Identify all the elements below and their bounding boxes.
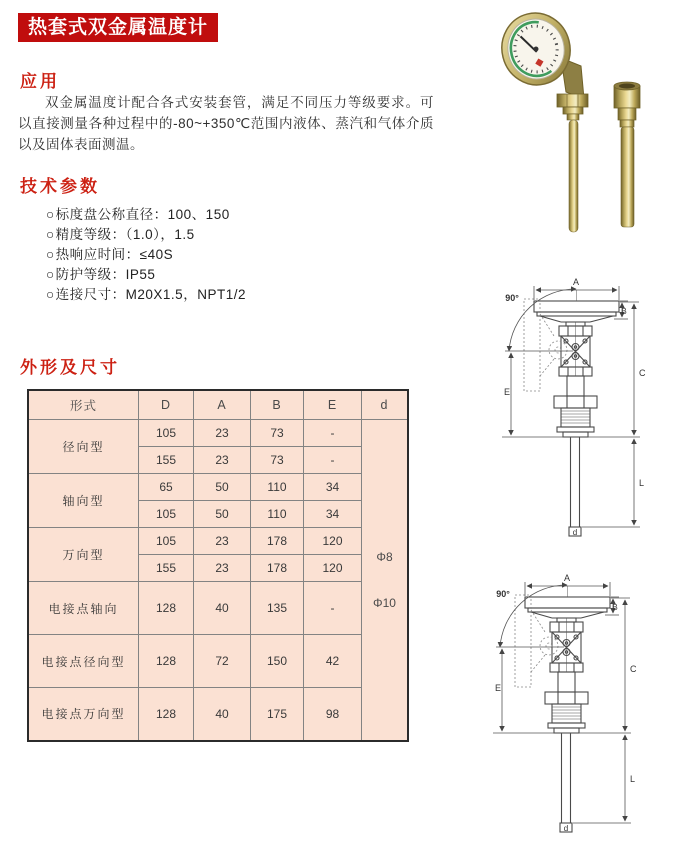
- table-cell: -: [304, 582, 362, 635]
- dim-label-C: C: [630, 664, 637, 674]
- row-label: 万向型: [28, 528, 139, 582]
- param-item: [46, 265, 246, 285]
- circle-bullet-icon: ○: [46, 267, 55, 282]
- drawing-1: [462, 264, 672, 549]
- circle-bullet-icon: ○: [46, 227, 55, 242]
- dim-label-B: B: [621, 307, 627, 316]
- dim-label-d: d: [563, 824, 569, 833]
- column-header: D: [139, 390, 194, 420]
- param-item: [46, 205, 246, 225]
- dim-label-A: A: [572, 277, 580, 287]
- stem-hex-nut: [557, 94, 588, 107]
- table-cell: 23: [194, 528, 251, 555]
- table-cell: -: [304, 420, 362, 447]
- table-cell: 178: [251, 555, 304, 582]
- param-item: [46, 285, 246, 305]
- param-item: [46, 225, 246, 245]
- table-row: [28, 688, 408, 741]
- row-label: 径向型: [28, 420, 139, 474]
- dim-label-C: C: [639, 368, 646, 378]
- row-label: 电接点万向型: [28, 688, 139, 741]
- thermometer-stem: [569, 120, 578, 232]
- thermowell: [614, 82, 640, 227]
- table-row: [28, 420, 408, 447]
- dim-label-E: E: [504, 387, 511, 397]
- param-item-text: 连接尺寸：M20X1.5，NPT1/2: [55, 287, 246, 302]
- column-header: B: [251, 390, 304, 420]
- table-cell: 34: [304, 501, 362, 528]
- table-cell: 128: [139, 635, 194, 688]
- table-cell: 42: [304, 635, 362, 688]
- param-item-text: 标度盘公称直径：100、150: [55, 207, 230, 222]
- table-cell: 110: [251, 474, 304, 501]
- table-cell: 120: [304, 555, 362, 582]
- table-header-row: [28, 390, 408, 420]
- table-cell: 40: [194, 582, 251, 635]
- application-text: 双金属温度计配合各式安装套管，满足不同压力等级要求。可以直接测量各种过程中的-80~+350℃范围内液体、蒸汽和气体介质以及固体表面测温。: [18, 95, 434, 152]
- table-cell: 73: [251, 420, 304, 447]
- table-cell: -: [304, 447, 362, 474]
- table-cell: 23: [194, 555, 251, 582]
- parameter-list: [46, 205, 246, 305]
- table-cell: 105: [139, 528, 194, 555]
- column-header: 形式: [28, 390, 139, 420]
- table-row: [28, 635, 408, 688]
- table-cell: 128: [139, 582, 194, 635]
- dim-label-B: B: [612, 603, 618, 612]
- table-cell: 23: [194, 420, 251, 447]
- table-cell: 175: [251, 688, 304, 741]
- page-title: 热套式双金属温度计: [18, 13, 218, 42]
- param-item-text: 热响应时间：≤40S: [55, 247, 174, 262]
- param-item: [46, 245, 246, 265]
- dim-label-d: d: [572, 528, 578, 537]
- section-heading-parameters: 技术参数: [20, 177, 100, 196]
- dim-label-E: E: [495, 683, 502, 693]
- row-label: 电接点径向型: [28, 635, 139, 688]
- table-cell: 178: [251, 528, 304, 555]
- column-header: A: [194, 390, 251, 420]
- row-label: 电接点轴向: [28, 582, 139, 635]
- table-cell: 50: [194, 474, 251, 501]
- column-header: E: [304, 390, 362, 420]
- table-cell: 34: [304, 474, 362, 501]
- section-heading-application: 应用: [20, 72, 60, 91]
- dim-label-L: L: [630, 774, 636, 784]
- drawing-2: [453, 560, 663, 845]
- table-cell: 50: [194, 501, 251, 528]
- table-cell: 40: [194, 688, 251, 741]
- table-cell: 65: [139, 474, 194, 501]
- table-cell: 105: [139, 501, 194, 528]
- table-row: [28, 528, 408, 555]
- table-cell: 98: [304, 688, 362, 741]
- circle-bullet-icon: ○: [46, 207, 55, 222]
- table-cell: 73: [251, 447, 304, 474]
- table-cell: 110: [251, 501, 304, 528]
- table-cell: 120: [304, 528, 362, 555]
- table-cell: 155: [139, 555, 194, 582]
- dimension-table: [27, 389, 409, 742]
- table-cell: 150: [251, 635, 304, 688]
- dim-label-L: L: [639, 478, 645, 488]
- d-value: Φ8: [376, 549, 393, 564]
- dial-edge: [525, 597, 610, 608]
- circle-bullet-icon: ○: [46, 287, 55, 302]
- table-cell: 155: [139, 447, 194, 474]
- process-hex: [545, 692, 588, 704]
- param-item-text: 防护等级：IP55: [55, 267, 156, 282]
- process-hex: [554, 396, 597, 408]
- angle-label: 90°: [496, 589, 510, 599]
- table-cell: 72: [194, 635, 251, 688]
- table-cell: 128: [139, 688, 194, 741]
- angle-label: 90°: [505, 293, 519, 303]
- param-item-text: 精度等级：（1.0），1.5: [55, 227, 195, 242]
- table-cell: 105: [139, 420, 194, 447]
- table-row: [28, 474, 408, 501]
- stem-collar: [563, 107, 583, 114]
- d-value: Φ10: [373, 595, 396, 610]
- column-header: d: [362, 390, 409, 420]
- table-cell: 135: [251, 582, 304, 635]
- d-column-cell: [362, 420, 409, 741]
- product-photo: [420, 2, 675, 252]
- circle-bullet-icon: ○: [46, 247, 55, 262]
- table-cell: 23: [194, 447, 251, 474]
- table-row: [28, 582, 408, 635]
- row-label: 轴向型: [28, 474, 139, 528]
- dim-label-A: A: [563, 573, 571, 583]
- dial-edge: [534, 301, 619, 312]
- section-heading-dimensions: 外形及尺寸: [20, 358, 120, 377]
